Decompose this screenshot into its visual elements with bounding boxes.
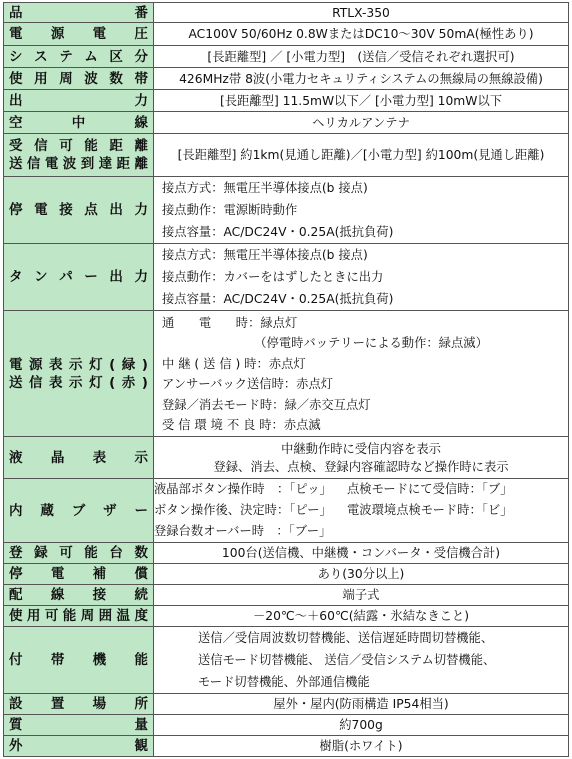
label-char: 達 (98, 156, 113, 172)
label-char: 番 (134, 4, 148, 21)
value-line: 中 継 ( 送 信 ) 時：赤点灯 (162, 357, 306, 371)
label-char: 点 (84, 202, 98, 218)
label-char: テ (59, 48, 73, 65)
label-char: ) (141, 374, 148, 391)
label-char: 帯 (134, 70, 148, 87)
label-char: 緑 (121, 356, 136, 373)
label-char: 囲 (98, 608, 113, 624)
label-char: 出 (109, 202, 123, 218)
label-char: 電 (34, 202, 48, 218)
label-char: 到 (80, 156, 95, 172)
row-value (154, 311, 569, 437)
row-label (4, 311, 154, 437)
row-label (4, 736, 154, 757)
label-char: 圧 (134, 26, 148, 42)
row-label (4, 90, 154, 112)
value-line: 受 信 環 境 不 良 時：赤点滅 (162, 418, 321, 432)
label-char: ー (84, 269, 98, 285)
label-char: 償 (134, 566, 148, 582)
label-char: ム (84, 48, 98, 65)
label-char: ブ (71, 502, 86, 519)
row-label (4, 564, 154, 585)
label-text (9, 4, 148, 22)
table-row (4, 715, 569, 736)
label-char: 可 (59, 138, 73, 154)
value-line: 接点容量：AC/DC24V・0.25A(抵抗負荷) (162, 292, 394, 306)
label-char: 送 (9, 156, 23, 172)
label-char: ザ (103, 502, 117, 519)
label-char: 補 (92, 566, 107, 582)
label-char: 接 (59, 202, 73, 218)
label-char: 数 (134, 545, 148, 561)
label-char: 使 (9, 70, 23, 87)
row-label (4, 134, 154, 177)
table-row (4, 564, 569, 585)
table-row (4, 606, 569, 627)
label-char: 表 (49, 356, 63, 373)
table-row (4, 68, 569, 90)
label-char: 用 (26, 608, 41, 624)
row-label (4, 694, 154, 715)
value-line: 接点容量：AC/DC24V・0.25A(抵抗負荷) (162, 225, 394, 239)
label-char: 出 (9, 92, 23, 109)
label-char: 区 (109, 48, 123, 65)
label-text (9, 201, 148, 219)
table-row (4, 694, 569, 715)
row-label (4, 244, 154, 311)
label-char: 線 (134, 114, 148, 131)
value-line: 接点方式：無電圧半導体接点(b 接点) (162, 181, 368, 195)
label-char: 源 (50, 26, 65, 42)
label-char: 電 (44, 156, 59, 172)
label-text (9, 449, 148, 467)
label-char: 機 (92, 652, 107, 668)
label-char: 度 (134, 608, 148, 624)
label-char: 分 (134, 48, 148, 65)
value-line: 送信／受信周波数切替機能、送信遅延時間切替機能、 (198, 631, 494, 645)
value-line: （停電時バッテリーによる動作：緑点滅） (162, 336, 488, 350)
label-text (9, 586, 148, 604)
label-char: ) (141, 356, 148, 373)
label-text (9, 502, 148, 520)
table-row (4, 311, 569, 437)
label-char: ス (34, 48, 48, 65)
table-row (4, 585, 569, 606)
label-char: 品 (9, 4, 23, 21)
label-char: 能 (84, 545, 98, 561)
label-char: ( (109, 356, 116, 373)
value-line: 送信モード切替機能、 送信／受信システム切替機能、 (198, 653, 496, 667)
label-text (9, 137, 148, 155)
value-line: モード切替機能、外部通信機能 (198, 675, 370, 689)
table-row (4, 90, 569, 112)
label-char: タ (9, 269, 23, 285)
label-char: シ (9, 48, 23, 65)
label-text (9, 695, 148, 713)
label-text (9, 356, 148, 374)
row-value: 樹脂(ホワイト) (154, 736, 569, 757)
row-value (154, 177, 569, 244)
label-char: 離 (134, 138, 148, 154)
value-line: 通 電 時：緑点灯 (162, 316, 298, 330)
row-value: RTLX-350 (154, 3, 569, 23)
row-value: －20℃～＋60℃(結露・氷結なきこと) (154, 606, 569, 627)
label-char: 電 (9, 26, 23, 42)
label-char: 用 (34, 70, 48, 87)
label-text (9, 607, 148, 625)
row-value: 屋外・屋内(防雨構造 IP54相当) (154, 694, 569, 715)
label-char: 距 (109, 138, 123, 154)
row-label (4, 112, 154, 134)
label-char: 付 (9, 652, 23, 668)
label-char: 力 (134, 92, 148, 109)
label-text (9, 92, 148, 110)
label-char: 灯 (89, 374, 103, 391)
row-value: あり(30分以上) (154, 564, 569, 585)
label-char: 接 (92, 587, 107, 603)
row-value: 100台(送信機、中継機・コンバータ・受信機合計) (154, 543, 569, 564)
table-row (4, 112, 569, 134)
label-char: 波 (84, 70, 98, 87)
label-char: 配 (9, 587, 23, 603)
table-row (4, 437, 569, 479)
label-char: 示 (69, 356, 83, 373)
row-label (4, 68, 154, 90)
row-label (4, 479, 154, 543)
row-value (154, 437, 569, 479)
label-char: 信 (26, 156, 41, 172)
label-char: パ (59, 269, 73, 285)
value-line: 中継動作時に受信内容を表示 (281, 441, 441, 456)
label-text (9, 25, 148, 43)
label-char: 電 (92, 26, 107, 42)
label-char: 能 (134, 652, 148, 668)
label-char: 赤 (121, 374, 136, 391)
label-char: 信 (34, 138, 48, 154)
table-row (4, 134, 569, 177)
row-label (4, 715, 154, 736)
label-char: 出 (109, 269, 123, 285)
label-char: 内 (9, 502, 23, 519)
label-char: 可 (59, 545, 73, 561)
row-label (4, 606, 154, 627)
label-char: ( (109, 374, 116, 391)
value-line: アンサーバック送信時：赤点灯 (162, 377, 334, 391)
table-row (4, 23, 569, 46)
table-row (4, 244, 569, 311)
label-char: 表 (92, 449, 107, 466)
label-char: 質 (9, 717, 23, 733)
label-char: 電 (50, 566, 65, 582)
table-row (4, 3, 569, 23)
buzzer-text: 液晶部ボタン操作時 ：「ピッ」 (154, 482, 332, 496)
label-char: ン (34, 269, 48, 285)
label-text (9, 374, 148, 392)
row-label (4, 46, 154, 68)
label-char: 源 (29, 356, 43, 373)
label-char: 力 (134, 269, 148, 285)
label-text (9, 114, 148, 132)
label-char: 能 (84, 138, 98, 154)
label-char: 設 (9, 696, 23, 712)
label-char: 灯 (89, 356, 103, 373)
row-label (4, 3, 154, 23)
spec-table (3, 2, 569, 757)
label-char: 離 (134, 156, 148, 172)
label-char: 能 (62, 608, 77, 624)
label-char: 停 (9, 566, 23, 582)
label-char: 所 (134, 696, 148, 712)
label-text (9, 737, 148, 755)
label-char: 観 (134, 738, 148, 754)
label-char: 数 (109, 70, 123, 87)
table-row (4, 46, 569, 68)
row-value: 約700g (154, 715, 569, 736)
table-row (4, 479, 569, 543)
label-char: 示 (134, 449, 148, 466)
label-char: 送 (9, 374, 23, 391)
label-char: 可 (44, 608, 59, 624)
buzzer-text: 電波環境点検モード時：「ビ」 (347, 503, 513, 517)
buzzer-row (154, 500, 568, 521)
buzzer-row (154, 479, 568, 500)
label-text (9, 565, 148, 583)
value-line: 接点動作：カバーをはずしたときに出力 (162, 270, 384, 284)
row-label (4, 177, 154, 244)
label-char: 信 (29, 374, 43, 391)
table-row (4, 543, 569, 564)
label-char: 置 (50, 696, 65, 712)
row-value: AC100V 50/60Hz 0.8WまたはDC10～30V 50mA(極性あり) (154, 23, 569, 46)
label-char: 帯 (50, 652, 65, 668)
row-label (4, 543, 154, 564)
value-line: 登録、消去、点検、登録内容確認時など操作時に表示 (213, 459, 509, 474)
label-char: 受 (9, 138, 23, 154)
buzzer-text: 登録台数オーバー時 ：「ブー」 (154, 524, 332, 538)
label-char: 蔵 (40, 502, 54, 519)
label-char: 場 (92, 696, 107, 712)
label-char: 周 (80, 608, 95, 624)
label-char: 登 (9, 545, 23, 561)
value-line: 接点方式：無電圧半導体接点(b 接点) (162, 248, 368, 262)
value-line: 接点動作：電源断時動作 (162, 203, 298, 217)
label-char: 力 (134, 202, 148, 218)
label-text (9, 155, 148, 173)
buzzer-row (154, 521, 568, 542)
buzzer-text: 点検モードにて受信時：「ブ」 (347, 482, 513, 496)
label-char: 液 (9, 449, 23, 466)
buzzer-text: ボタン操作後、決定時：「ピー」 (154, 503, 332, 517)
label-text (9, 70, 148, 88)
label-char: 台 (109, 545, 123, 561)
row-label (4, 437, 154, 479)
row-value: ヘリカルアンテナ (154, 112, 569, 134)
table-row (4, 177, 569, 244)
row-value (154, 479, 569, 543)
row-value (154, 627, 569, 694)
label-char: 晶 (50, 449, 65, 466)
label-char: 示 (69, 374, 83, 391)
label-char: 停 (9, 202, 23, 218)
label-char: 周 (59, 70, 73, 87)
label-char: 中 (71, 114, 86, 131)
label-char: 温 (116, 608, 131, 624)
label-text (9, 651, 148, 669)
row-label (4, 585, 154, 606)
label-char: 電 (9, 356, 23, 373)
label-char: ー (134, 502, 148, 519)
label-char: 空 (9, 114, 23, 131)
row-value: [長距離型] 約1km(見通し距離)／[小電力型] 約100m(見通し距離) (154, 134, 569, 177)
row-value: 426MHz帯 8波(小電力セキュリティシステムの無線局の無線設備) (154, 68, 569, 90)
row-value: [長距離型] 11.5mW以下／ [小電力型] 10mW以下 (154, 90, 569, 112)
table-row (4, 736, 569, 757)
label-char: 録 (34, 545, 48, 561)
label-text (9, 716, 148, 734)
label-text (9, 268, 148, 286)
label-char: 使 (9, 608, 23, 624)
label-char: 距 (116, 156, 131, 172)
row-value (154, 244, 569, 311)
row-value: [長距離型] ／ [小電力型] (送信／受信それぞれ選択可) (154, 46, 569, 68)
label-text (9, 544, 148, 562)
label-char: 線 (50, 587, 65, 603)
table-row (4, 627, 569, 694)
row-value: 端子式 (154, 585, 569, 606)
label-char: 表 (49, 374, 63, 391)
label-text (9, 48, 148, 66)
row-label (4, 627, 154, 694)
label-char: 続 (134, 587, 148, 603)
label-char: 量 (134, 717, 148, 733)
value-line: 登録／消去モード時：緑／赤交互点灯 (162, 398, 371, 412)
label-char: 波 (62, 156, 77, 172)
row-label (4, 23, 154, 46)
label-char: 外 (9, 738, 23, 754)
